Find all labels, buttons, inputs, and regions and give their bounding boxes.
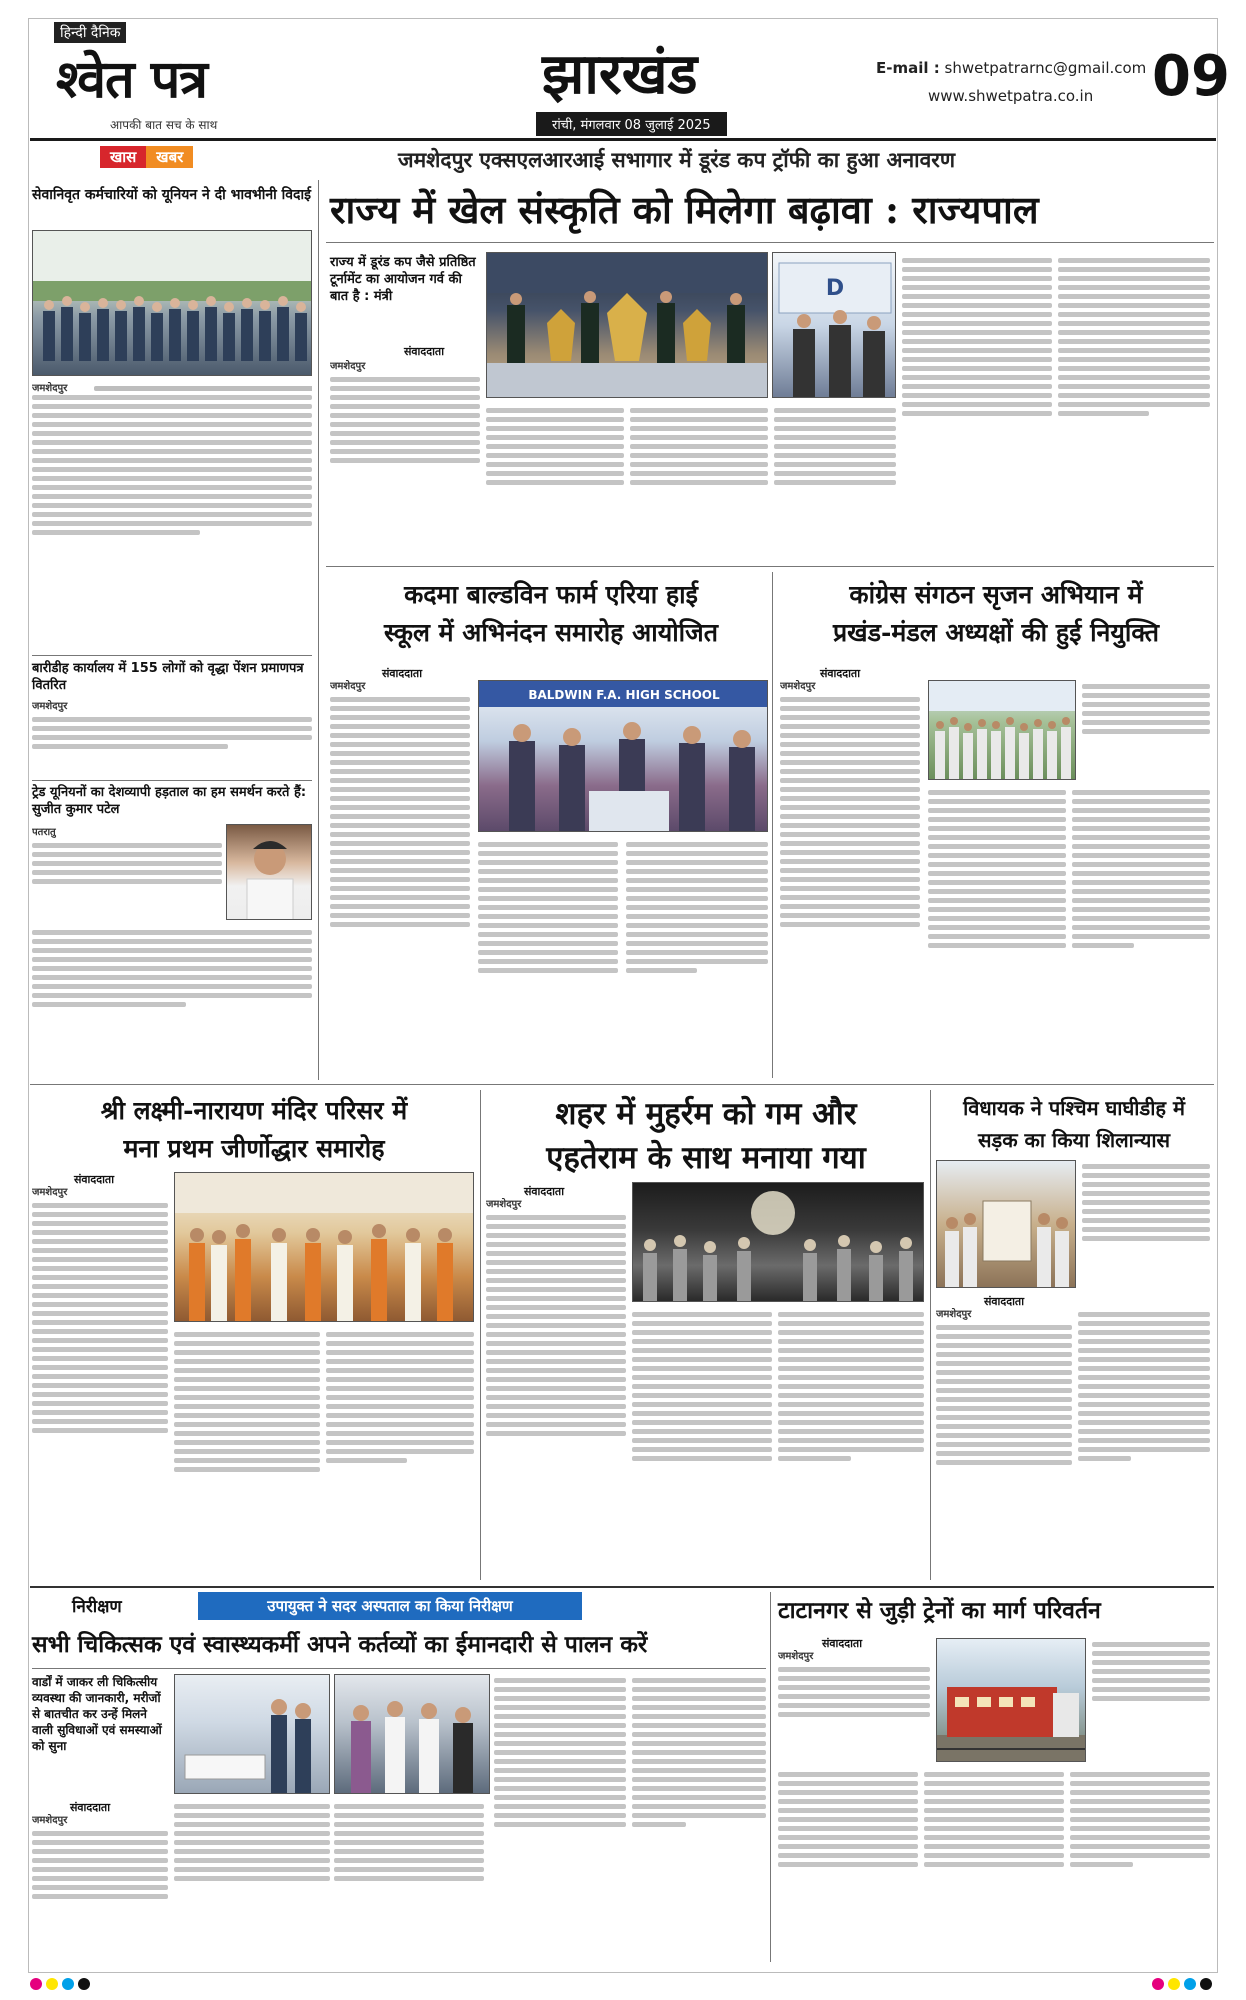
paper-tag: हिन्दी दैनिक	[54, 22, 126, 43]
row3-top-rule	[30, 1084, 1214, 1085]
train-body-col2	[924, 1768, 1064, 1960]
hospital-headline: सभी चिकित्सक एवं स्वास्थ्यकर्मी अपने कर्तव्यों का ईमानदारी से पालन करें	[32, 1631, 648, 1658]
row3-story1-body-col3	[326, 1328, 474, 1578]
train-body-col3	[1070, 1768, 1210, 1960]
durand-cup-trophy-photo	[486, 252, 768, 398]
paper-name: श्वेत पत्र	[56, 49, 207, 110]
ward-figures-2	[335, 1675, 490, 1794]
row3-story2-body-col1	[486, 1198, 626, 1578]
mid-top-rule	[326, 566, 1214, 567]
mid-story1-headline	[336, 576, 766, 652]
hospital-body-col5	[632, 1674, 766, 1960]
left-story1-dateline: जमशेदपुर	[32, 383, 68, 394]
lead-body-col1	[330, 360, 480, 560]
row3-story3-headline-line2: सड़क का किया शिलान्यास	[977, 1128, 1171, 1152]
lead-headline: राज्य में खेल संस्कृति को मिलेगा बढ़ावा : राज्यपाल	[330, 187, 1039, 232]
lead-body-col4	[774, 404, 896, 560]
left-story3-headline: ट्रेड यूनियनों का देशव्यापी हड़ताल का हम समर्थन करते हैं: सुजीत कुमार पटेल	[32, 785, 307, 817]
mid-story1-body-col2	[478, 838, 618, 1076]
hospital-pull-quote: वार्डों में जाकर ली चिकित्सीय व्यवस्था की जानकारी, मरीजों से बातचीत कर उन्हें मिलने वाली सुविधाओं एवं समस्याओं को सुना	[32, 1675, 162, 1753]
section-title: झारखंड	[542, 41, 698, 107]
procession-figures	[633, 1183, 924, 1302]
row3-story3-headline-line1: विधायक ने पश्चिम घाघीडीह में	[963, 1096, 1185, 1120]
ceremony-figures	[479, 681, 768, 832]
baldwin-school-ceremony-photo	[478, 680, 768, 832]
muharram-procession-photo	[632, 1182, 924, 1302]
lead-rule	[326, 242, 1214, 243]
train-headline: टाटानगर से जुड़ी ट्रेनों का मार्ग परिवर्तन	[778, 1597, 1101, 1624]
row3-story1-body-col1	[32, 1186, 168, 1578]
ward-figures-1	[175, 1675, 330, 1794]
left-story3-dateline: पतरातु	[32, 827, 56, 838]
row3-story1-dateline: जमशेदपुर	[32, 1187, 68, 1198]
inspection-bar: उपायुक्त ने सदर अस्पताल का किया निरीक्षण	[198, 1592, 582, 1620]
mid-story1-headline-line1: कदमा बाल्डविन फार्म एरिया हाई	[404, 580, 698, 609]
hospital-ward-photo-1	[174, 1674, 330, 1794]
hospital-byline: संवाददाता	[70, 1801, 111, 1814]
registration-dot	[62, 1978, 74, 1990]
inspection-label: निरीक्षण	[72, 1597, 122, 1617]
row3-story2-headline	[486, 1092, 926, 1180]
congress-meeting-photo	[928, 680, 1076, 780]
durand-cup-banner-photo	[772, 252, 896, 398]
row3-story2-body-col2	[632, 1308, 772, 1578]
row3-story1-headline	[34, 1092, 474, 1168]
trophy-stage-figures	[487, 253, 768, 398]
row3-story1-headline-line2: मना प्रथम जीर्णोद्धार समारोह	[123, 1134, 385, 1163]
lead-body-col2	[486, 404, 624, 560]
lead-body-col6	[1058, 254, 1210, 560]
registration-dot	[1152, 1978, 1164, 1990]
email-label: E-mail :	[876, 59, 940, 77]
registration-dot	[1184, 1978, 1196, 1990]
row3-story3-body-col1	[936, 1308, 1072, 1578]
lead-pull-quote: राज्य में डूरंड कप जैसे प्रतिष्ठित टूर्नामेंट का आयोजन गर्व की बात है : मंत्री	[330, 255, 476, 304]
row3-rule-2	[930, 1090, 931, 1580]
row3-story2-dateline: जमशेदपुर	[486, 1199, 522, 1210]
registration-dot	[30, 1978, 42, 1990]
website-link[interactable]: www.shwetpatra.co.in	[928, 87, 1094, 105]
bottom-column-rule	[770, 1592, 771, 1962]
bottom-top-rule	[30, 1586, 1214, 1588]
mid-story2-body-col3	[1072, 786, 1210, 1076]
registration-dot	[1200, 1978, 1212, 1990]
email-link[interactable]: shwetpatrarnc@gmail.com	[944, 59, 1147, 77]
row3-story2-byline: संवाददाता	[524, 1185, 565, 1198]
train-body-col3-top	[1092, 1638, 1210, 1762]
train-body-col1	[778, 1768, 918, 1960]
masthead	[30, 20, 1230, 140]
left-rule-2	[32, 780, 312, 781]
hospital-ward-photo-2	[334, 1674, 490, 1794]
road-foundation-photo	[936, 1160, 1076, 1288]
lakshmi-narayan-temple-photo	[174, 1172, 474, 1322]
left-story2-body	[32, 700, 312, 778]
mid-story1-body-col3	[626, 838, 768, 1076]
row3-story1-body-col2	[174, 1328, 320, 1578]
mid-story2-headline	[780, 576, 1212, 652]
banner-figures	[773, 253, 896, 398]
badge-khas: खास	[100, 146, 146, 168]
mid-story2-body-col3-top	[1082, 680, 1210, 780]
row3-story3-dateline: जमशेदपुर	[936, 1309, 972, 1320]
mid-column-rule	[772, 572, 773, 1078]
row3-story2-headline-line2: एहतेराम के साथ मनाया गया	[546, 1140, 866, 1176]
lead-body-col5	[902, 254, 1052, 560]
left-story2-headline: बारीडीह कार्यालय में 155 लोगों को वृद्धा पेंशन प्रमाणपत्र वितरित	[32, 661, 304, 693]
foundation-figures	[937, 1161, 1076, 1288]
badge-khabar: खबर	[146, 146, 193, 168]
hospital-body-col1	[32, 1814, 168, 1960]
mid-story1-body-col1	[330, 680, 470, 1076]
masthead-rule	[30, 138, 1216, 141]
portrait-figure	[227, 825, 312, 920]
row3-story3-body-top	[1082, 1160, 1210, 1300]
lead-body-col3	[630, 404, 768, 560]
left-rule-1	[32, 655, 312, 656]
registration-dot	[78, 1978, 90, 1990]
train-dateline: जमशेदपुर	[778, 1651, 814, 1662]
mid-story1-dateline: जमशेदपुर	[330, 681, 366, 692]
group-photo-figures	[33, 231, 312, 376]
row3-story3-body-col2	[1078, 1308, 1210, 1578]
train-photo	[936, 1638, 1086, 1762]
row3-story3-headline	[936, 1092, 1212, 1156]
paper-tagline: आपकी बात सच के साथ	[110, 118, 218, 132]
lead-byline: संवाददाता	[404, 345, 445, 358]
hospital-body-col2	[174, 1800, 330, 1960]
left-story1-headline: सेवानिवृत कर्मचारियों को यूनियन ने दी भावभीनी विदाई	[32, 187, 311, 203]
row3-story1-byline: संवाददाता	[74, 1173, 115, 1186]
left-story3-body-b	[32, 926, 312, 1076]
mid-story2-body-col1	[780, 680, 920, 1076]
row3-story2-headline-line1: शहर में मुहर्रम को गम और	[555, 1096, 857, 1132]
hospital-body-col3	[334, 1800, 484, 1960]
registration-dot	[46, 1978, 58, 1990]
lead-dateline: जमशेदपुर	[330, 361, 366, 372]
mid-story1-headline-line2: स्कूल में अभिनंदन समारोह आयोजित	[384, 618, 718, 647]
column-rule	[318, 180, 319, 1080]
train-body-col1-top	[778, 1650, 930, 1762]
edition-dateline: रांची, मंगलवार 08 जुलाई 2025	[536, 112, 727, 136]
mid-story2-headline-line2: प्रखंड-मंडल अध्यक्षों की हुई नियुक्ति	[832, 618, 1160, 647]
page-number: 09	[1152, 44, 1230, 109]
mid-story2-body-col2	[928, 786, 1066, 1076]
lead-kicker: जमशेदपुर एक्सएलआरआई सभागार में डूरंड कप ट्रॉफी का हुआ अनावरण	[398, 148, 956, 172]
mid-story2-dateline: जमशेदपुर	[780, 681, 816, 692]
hospital-body-col4	[494, 1674, 626, 1960]
khas-khabar-badge	[100, 146, 193, 168]
retirement-group-photo	[32, 230, 312, 376]
registration-dot	[1168, 1978, 1180, 1990]
left-story3-body-a	[32, 826, 222, 922]
svg-text:D: D	[825, 276, 845, 301]
row3-story1-headline-line1: श्री लक्ष्मी-नारायण मंदिर परिसर में	[100, 1096, 408, 1125]
left-story1-body	[32, 382, 312, 652]
mid-story2-byline: संवाददाता	[820, 667, 861, 680]
row3-story2-body-col3	[778, 1308, 924, 1578]
hospital-dateline: जमशेदपुर	[32, 1815, 68, 1826]
mid-story2-headline-line1: कांग्रेस संगठन सृजन अभियान में	[849, 580, 1143, 609]
contact-block	[876, 54, 1146, 110]
train-figure	[937, 1639, 1086, 1762]
row3-rule-1	[480, 1090, 481, 1580]
left-story2-dateline: जमशेदपुर	[32, 701, 68, 712]
svg-text:BALDWIN F.A. HIGH SCHOOL: BALDWIN F.A. HIGH SCHOOL	[528, 688, 720, 702]
row3-story3-byline: संवाददाता	[984, 1295, 1025, 1308]
mid-story1-byline: संवाददाता	[382, 667, 423, 680]
sujit-kumar-patel-portrait	[226, 824, 312, 920]
train-byline: संवाददाता	[822, 1637, 863, 1650]
temple-crowd-figures	[175, 1173, 474, 1322]
congress-crowd-figures	[929, 681, 1076, 780]
hospital-rule	[32, 1668, 766, 1669]
